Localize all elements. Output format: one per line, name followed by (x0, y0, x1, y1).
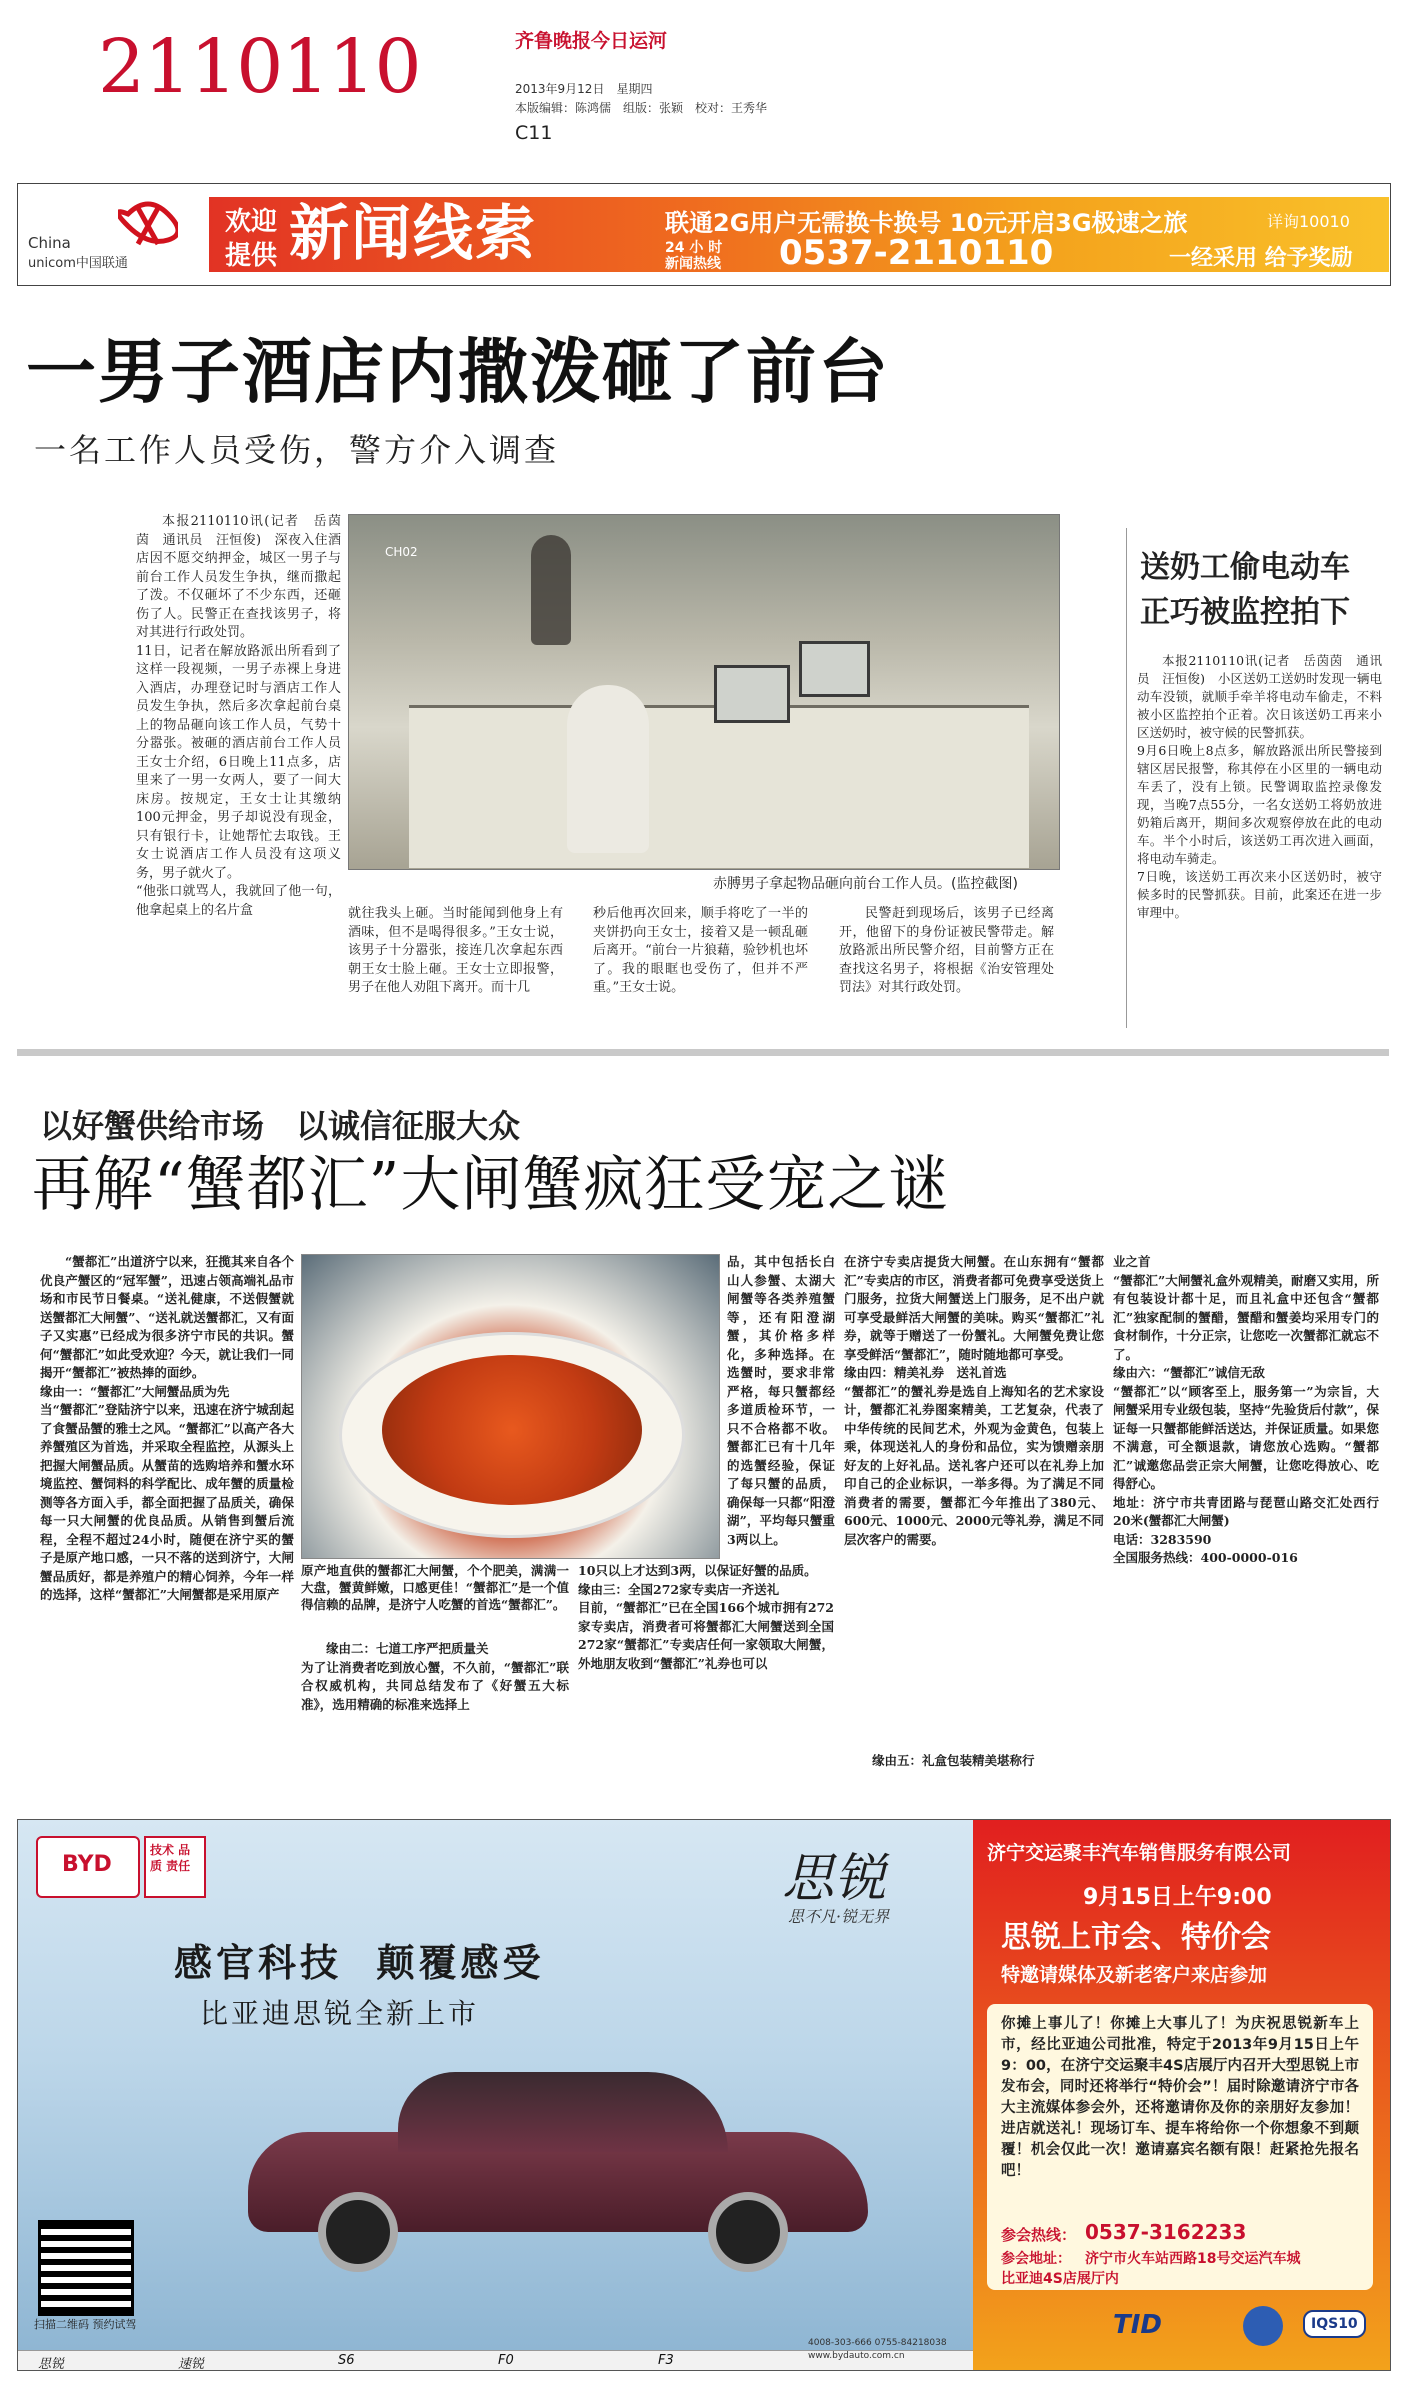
crab-photo (301, 1254, 720, 1559)
byd-logo (36, 1836, 140, 1898)
byd-slogan-box (144, 1836, 206, 1898)
event-body: 你摊上事儿了！你摊上大事儿了！为庆祝思锐新车上市，经比亚迪公司批准，特定于2013年9月15日上午9：00，在济宁交运聚丰4S店展厅内召开大型思锐上市发布会，同时还将举行“特价会”！届时除邀请济宁市各大主流媒体参会外，还将邀请你及你的亲朋好友参加！进店就送礼！现场订车、提车将给你一个你想象不到颠覆！机会仅此一次！邀请嘉宾名额有限！赶紧抢先报名吧！ (1001, 2016, 1359, 2179)
story1-column-3 (593, 905, 808, 1035)
model-bar (18, 2338, 973, 2371)
story3-col4b-text: 缘由五：礼盒包装精美堪称行 (872, 1753, 1035, 1768)
unicom-logo-text: China (28, 234, 71, 252)
address: 济宁市火车站西路18号交运汽车城 (1085, 2251, 1301, 2267)
story1-title: 一男子酒店内撒泼砸了前台 (26, 331, 890, 413)
story3-column-4b (872, 1752, 1104, 1772)
column-divider (1126, 528, 1127, 1028)
byd-logo-text: BYD (62, 1852, 112, 1877)
model-3: S6 (338, 2353, 355, 2368)
dealer-name: 济宁交运聚丰汽车销售服务有限公司 (987, 1842, 1292, 1864)
story1-col2-text: 就往我头上砸。当时能闻到他身上有酒味，但不是喝得很多。”王女士说，该男子十分嚣张，接连几次拿起东西朝王女士脸上砸。王女士立即报警，男子在他人劝阻下离开。而十几 (348, 906, 563, 995)
welcome-word: 欢迎 (225, 207, 278, 237)
tel-number: 0537-3162233 (1085, 2220, 1247, 2244)
reward-text: 一经采用 给予奖励 (1169, 246, 1353, 271)
provide-word: 提供 (225, 241, 278, 271)
car-wheel-front (318, 2192, 398, 2272)
story3-column-2b (301, 1640, 569, 1770)
story3-col1-text: “蟹都汇”出道济宁以来，狂揽其来自各个优良产蟹区的“冠军蟹”，迅速占领高端礼品市场和市民节日餐桌。“送礼健康，不送假蟹就送蟹都汇大闸蟹”、“送礼就送蟹都汇，又有面子又实惠”已经成为很多济宁市民的共识。蟹何“蟹都汇”如此受欢迎？今天，就让我们一同揭开“蟹都汇”被热捧的面纱。 缘由一：“蟹都汇”大闸蟹品质为先 当“蟹都汇”登陆济宁以来，迅速在济宁城刮起了食蟹品蟹的雅士之风。“蟹都汇”以高产各大养蟹殖区为首选，并采取全程监控，从源头上把握大闸蟹品质。从蟹苗的选购培养和蟹水环境监控、蟹饲料的科学配比、成年蟹的质量检测等各方面入手，都全面把握了品质关，确保每一只大闸蟹的优良品质。从销售到蟹后流程，全程不超过24小时，随便在济宁买的蟹子是原产地口感，一只不落的送到济宁，大闸蟹品质好，都是养殖户的精心饲养，今年一样的选择，这样“蟹都汇”大闸蟹都是采用原产 (40, 1254, 294, 1602)
unicom-logo-text-2: unicom中国联通 (28, 256, 128, 271)
story3-col4-text: 在济宁专卖店提货大闸蟹。在山东拥有“蟹都汇”专卖店的市区，消费者都可免费享受送货上门服务，拉货大闸蟹送上门服务，足不出户就可享受最鲜活大闸蟹的美味。购买“蟹都汇”礼券，就等于赠送了一份蟹礼。大闸蟹免费让您享受鲜活“蟹都汇”，随时随地都可享受。 缘由四：精美礼券 送礼首选 “蟹都汇”的蟹礼券是选自上海知名的艺术家设计，蟹都汇礼券图案精美，工艺复杂，代表了中华传统的民间艺术，外观为金黄色，包装上乘，体现送礼人的身份和品位，实为馈赠亲朋好友的上好礼品。送礼客户还可以在礼券上加印自己的企业标识，一举多得。为了满足不同消费者的需要，蟹都汇今年推出了380元、600元、1000元、2000元等礼券，满足不同层次客户的需要。 (844, 1254, 1104, 1547)
news-tip-headline: 新闻线索 (289, 199, 537, 269)
hotline-number-large: 2110110 (98, 24, 421, 110)
event-invite: 特邀请媒体及新老客户来店参加 (1001, 1964, 1268, 1986)
story3-column-5 (1113, 1253, 1379, 1773)
ad-headline: 感官科技 颠覆感受 (174, 1941, 545, 1985)
qr-caption: 扫描二维码 预约试驾 (34, 2318, 137, 2331)
byd-slogan: 技术 品质 责任 (150, 1843, 191, 1873)
story3-column-4 (844, 1253, 1104, 1743)
event-title: 思锐上市会、特价会 (1001, 1920, 1271, 1955)
story3-caption-text: 原产地直供的蟹都汇大闸蟹，个个肥美，满满一大盘，蟹黄鲜嫩，口感更佳！“蟹都汇”是一个值得信赖的品牌，是济宁人吃蟹的首选“蟹都汇”。 (301, 1563, 569, 1612)
siri-logo: 思锐 (782, 1849, 887, 1909)
car-image (248, 2072, 868, 2262)
story1-subtitle: 一名工作人员受伤，警方介入调查 (34, 431, 560, 469)
unicom-ad (17, 183, 1391, 286)
unicom-knot-icon (118, 200, 178, 252)
story1-col3-text: 秒后他再次回来，顺手将吃了一半的夹饼扔向王女士，接着又是一顿乱砸后离开。“前台一片狼藉，验钞机也坏了。我的眼眶也受伤了，但并不严重。”王女士说。 (593, 906, 808, 995)
editor-credits: 本版编辑：陈鸿儒 组版：张颖 校对：王秀华 (515, 101, 768, 115)
addr-label: 参会地址： (1001, 2251, 1071, 2267)
unicom-logo (28, 196, 198, 274)
person-silhouette-2 (531, 535, 571, 645)
tid-logo: TID (1113, 2310, 1162, 2340)
page-number: C11 (515, 122, 553, 144)
story2-body-text: 本报2110110讯(记者 岳茵茵 通讯员 汪恒俊) 小区送奶工送奶时发现一辆电动车没锁，就顺手牵羊将电动车偷走，不料被小区监控拍个正着。次日该送奶工再来小区送奶时，被守候的民警抓获。 9月6日晚上8点多，解放路派出所民警接到辖区居民报警，称其停在小区里的一辆电动车丢了，没有上锁。民警调取监控录像发现，当晚7点55分，一名女送奶工将奶放进奶箱后离开，期间多次观察停放在此的电动车。半个小时后，该送奶工再次进入画面，将电动车骑走。 7日晚，该送奶工再次来小区送奶时，被守候多时的民警抓获。目前，此案还在进一步审理中。 (1137, 653, 1382, 920)
paper-brand: 齐鲁晚报今日运河 (515, 30, 668, 52)
model-5: F3 (658, 2353, 674, 2368)
monitor-shape-2 (799, 641, 870, 697)
story3-column-1 (40, 1253, 294, 1773)
hotline-label-1: 24 小 时 (665, 240, 723, 256)
story1-col1-text: 本报2110110讯(记者 岳茵茵 通讯员 汪恒俊) 深夜入住酒店因不愿交纳押金，城区一男子与前台工作人员发生争执，继而撒起了泼。不仅砸坏了不少东西，还砸伤了人。民警正在查找该男子，将对其进行行政处罚。 11日，记者在解放路派出所看到了这样一段视频，一男子赤裸上身进入酒店，办理登记时与酒店工作人员发生争执，然后多次拿起前台桌上的物品砸向该工作人员，气势十分嚣张。被砸的酒店前台工作人员王女士介绍，6日晚上11点多，店里来了一男一女两人，要了一间大床房。按规定，王女士让其缴纳100元押金，男子却说没有现金，只有银行卡，让她帮忙去取钱。王女士说酒店工作人员没有这项义务，男子就火了。 “他张口就骂人，我就回了他一句，他拿起桌上的名片盒 (136, 514, 341, 918)
iqs-logo: IQS10 (1303, 2310, 1366, 2338)
issue-date: 2013年9月12日 星期四 (515, 82, 653, 96)
story3-col5-text: 业之首 “蟹都汇”大闸蟹礼盒外观精美，耐磨又实用，所有包装设计都十足，而且礼盒中还包含“蟹都汇”独家配制的蟹醋，蟹醋和蟹姜均采用专门的食材制作，十分正宗，让您吃一次蟹都汇就忘不了。 缘由六：“蟹都汇”诚信无敌 “蟹都汇”以“顾客至上，服务第一”为宗旨，大闸蟹采用专业级包装，坚持“先验货后付款”，保证每一只蟹都能鲜活送达，并保证质量。如果您不满意，可全额退款，请您放心选购。“蟹都汇”诚邀您品尝正宗大闸蟹，让您吃得放心、吃得舒心。 地址：济宁市共青团路与琵琶山路交汇处西行20米(蟹都汇大闸蟹) 电话：3283590 全国服务热线：400-0000-016 (1113, 1254, 1379, 1565)
ad-subheadline: 比亚迪思锐全新上市 (200, 1997, 480, 2030)
story1-cctv-photo (348, 514, 1060, 870)
model-4: F0 (498, 2353, 514, 2368)
qr-code (38, 2220, 134, 2316)
model-2: 速锐 (178, 2357, 205, 2371)
cctv-channel-label: CH02 (385, 545, 418, 559)
story3-col2-text: 品，其中包括长白山人参蟹、太湖大闸蟹等各类养殖蟹等，还有阳澄湖蟹，其价格多样化，多种选择。在选蟹时，要求非常严格，每只蟹都经多道质检环节，一只不合格都不收。蟹都汇已有十几年的选蟹经验，保证了每只蟹的品质，确保每一只都“阳澄湖”，平均每只蟹重3两以上。 (727, 1254, 835, 1547)
byd-ad-left (18, 1820, 973, 2350)
story2-title: 送奶工偷电动车 正巧被监控拍下 (1140, 550, 1350, 630)
ad-banner (209, 197, 1389, 272)
story1-photo-caption: 赤膊男子拿起物品砸向前台工作人员。(监控截图) (713, 876, 1018, 892)
tel-label: 参会热线： (1001, 2226, 1077, 2244)
dealer-panel (973, 1820, 1390, 2370)
event-date: 9月15日上午9:00 (1083, 1885, 1272, 1910)
story1-column-4 (839, 905, 1054, 1035)
promo-tail: 详询10010 (1267, 212, 1350, 231)
address-2: 比亚迪4S店展厅内 (1001, 2271, 1119, 2287)
person-silhouette (567, 685, 649, 853)
story3-column-3 (578, 1562, 834, 1772)
award-logo (1243, 2306, 1283, 2346)
story3-caption (301, 1562, 569, 1630)
event-info-box (987, 2004, 1373, 2290)
crab-pile (382, 1355, 642, 1505)
siri-tagline: 思不凡·锐无界 (788, 1907, 890, 1926)
byd-contact: 4008-303-666 0755-84218038 www.bydauto.com.cn (808, 2338, 947, 2361)
story3-title: 再解“蟹都汇”大闸蟹疯狂受宠之谜 (32, 1150, 950, 1220)
story3-col3-text: 10只以上才达到3两，以保证好蟹的品质。 缘由三：全国272家专卖店一齐送礼 目前，“蟹都汇”已在全国166个城市拥有272家专卖店，消费者可将蟹都汇大闸蟹送到全国272家“蟹都汇”专卖店任何一家领取大闸蟹，外地朋友收到“蟹都汇”礼券也可以 (578, 1563, 834, 1671)
monitor-shape (714, 665, 790, 723)
byd-ad (17, 1819, 1391, 2371)
hotline-label-2: 新闻热线 (665, 256, 721, 272)
car-roof (398, 2072, 728, 2152)
unicom-promo: 联通2G用户无需换卡换号 10元开启3G极速之旅 (665, 209, 1188, 237)
counter-shape (409, 705, 1029, 868)
section-divider (17, 1049, 1389, 1056)
model-1: 思锐 (38, 2357, 65, 2371)
story3-column-2 (727, 1253, 835, 1563)
story3-col2b-text: 缘由二：七道工序严把质量关 为了让消费者吃到放心蟹，不久前，“蟹都汇”联合权威机构，共同总结发布了《好蟹五大标准》，选用精确的标准来选择上 (301, 1641, 569, 1712)
story1-column-2 (348, 905, 563, 1035)
story1-column-1 (136, 513, 341, 1033)
story3-kicker: 以好蟹供给市场 以诚信征服大众 (40, 1107, 521, 1145)
hotline-number: 0537-2110110 (779, 233, 1054, 273)
story1-col4-text: 民警赶到现场后，该男子已经离开，他留下的身份证被民警带走。解放路派出所民警介绍，目前警方正在查找这名男子，将根据《治安管理处罚法》对其行政处罚。 (839, 906, 1054, 995)
masthead (0, 0, 1409, 170)
story2-body (1137, 652, 1382, 1022)
car-wheel-rear (708, 2192, 788, 2272)
